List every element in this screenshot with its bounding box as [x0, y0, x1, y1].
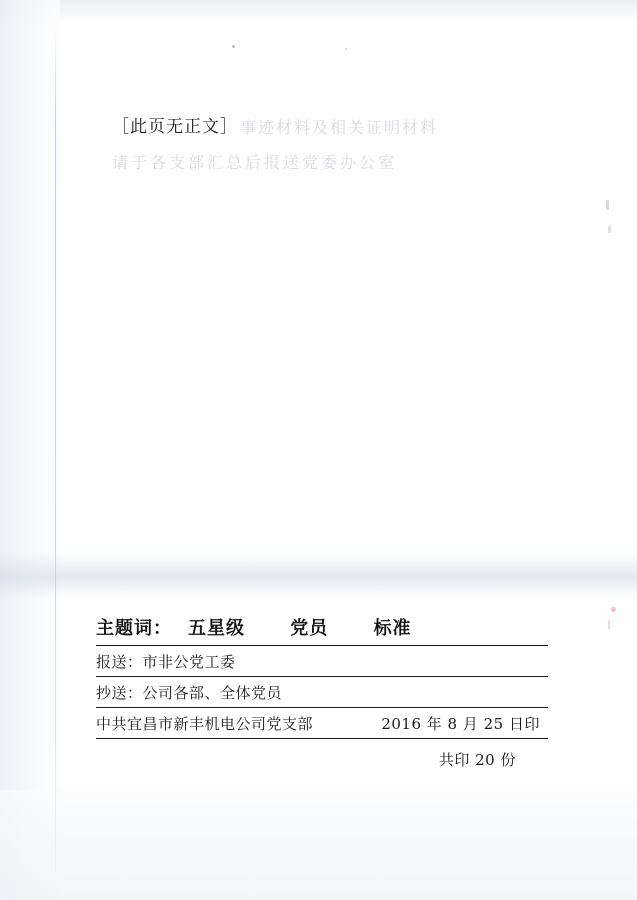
scan-speck	[345, 48, 347, 50]
print-date: 2016 年 8 月 25 日印	[381, 715, 540, 733]
document-footer	[96, 614, 548, 770]
scan-bottom-shading	[0, 790, 637, 900]
scan-speck	[608, 226, 611, 233]
scan-speck	[608, 620, 610, 629]
bleed-through-text-1: 事迹材料及相关证明材料	[240, 118, 439, 137]
issuer-name: 中共宜昌市新丰机电公司党支部	[96, 715, 314, 733]
scan-fold-band	[0, 552, 637, 598]
bleed-through-text-2: 请于各支部汇总后报送党委办公室	[112, 153, 398, 172]
keyword-item: 五星级	[188, 618, 245, 639]
no-body-text-note: ［此页无正文］	[112, 117, 238, 137]
scan-speck	[611, 607, 616, 612]
keywords-values	[188, 614, 412, 640]
copy-to-row: 抄送：公司各部、全体党员	[96, 677, 548, 708]
scan-speck	[232, 45, 235, 48]
keyword-item: 标准	[373, 618, 412, 639]
issuer-row	[96, 708, 548, 739]
keywords-row	[96, 614, 548, 646]
scan-speck	[606, 200, 609, 210]
report-to-row: 报送：市非公党工委	[96, 646, 548, 677]
keywords-label: 主题词：	[96, 618, 172, 639]
scan-left-shading	[0, 0, 60, 900]
page-top-shading	[0, 0, 637, 22]
keyword-item: 党员	[290, 618, 329, 639]
total-copies: 共印 20 份	[438, 751, 516, 769]
paper-fold-line	[55, 28, 56, 873]
